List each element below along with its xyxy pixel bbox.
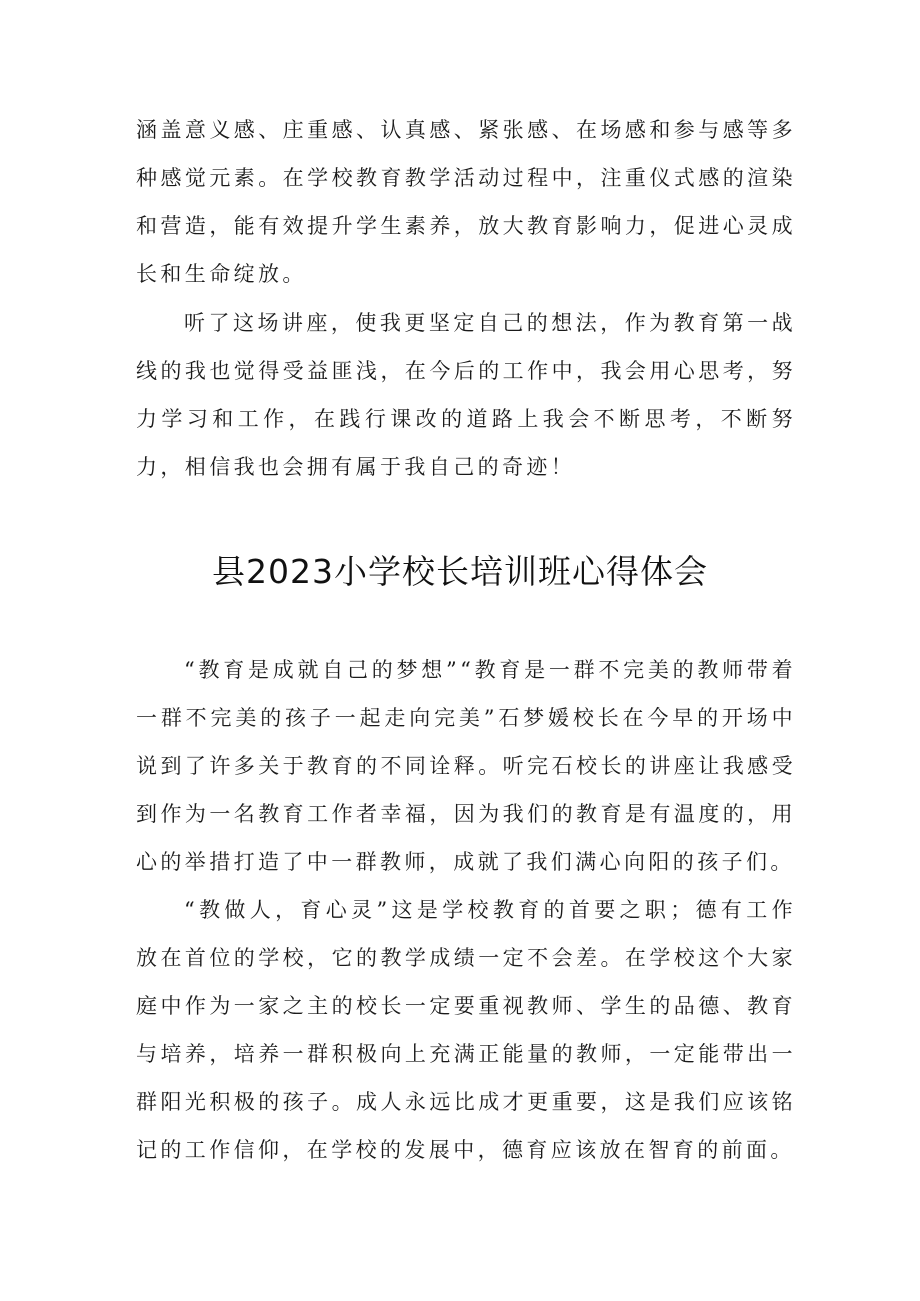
paragraph-moral-education: “教做人，育心灵”这是学校教育的首要之职；德有工作放在首位的学校，它的教学成绩一定不会差。在学校这个大家庭中作为一家之主的校长一定要重视教师、学生的品德、教育与培养，培养一群积极向上充满正能量的教师，一定能带出一群阳光积极的孩子。成人永远比成才更重要，这是我们应该铭记的工作信仰，在学校的发展中，德育应该放在智育的前面。 bbox=[136, 898, 796, 1162]
paragraph-lecture-reflection: 听了这场讲座，使我更坚定自己的想法，作为教育第一战线的我也觉得受益匪浅，在今后的工作中，我会用心思考，努力学习和工作，在践行课改的道路上我会不断思考，不断努力，相信我也会拥有属于我自己的奇迹！ bbox=[136, 311, 796, 479]
paragraph-education-dream: “教育是成就自己的梦想”“教育是一群不完美的教师带着一群不完美的孩子一起走向完美”石梦媛校长在今早的开场中说到了许多关于教育的不同诠释。听完石校长的讲座让我感受到作为一名教育工作者幸福，因为我们的教育是有温度的，用心的举措打造了中一群教师，成就了我们满心向阳的孩子们。 bbox=[136, 658, 796, 874]
article-title: 县2023小学校长培训班心得体会 bbox=[212, 552, 708, 591]
paragraph-continued: 涵盖意义感、庄重感、认真感、紧张感、在场感和参与感等多种感觉元素。在学校教育教学活动过程中，注重仪式感的渲染和营造，能有效提升学生素养，放大教育影响力，促进心灵成长和生命绽放。 bbox=[136, 118, 796, 286]
